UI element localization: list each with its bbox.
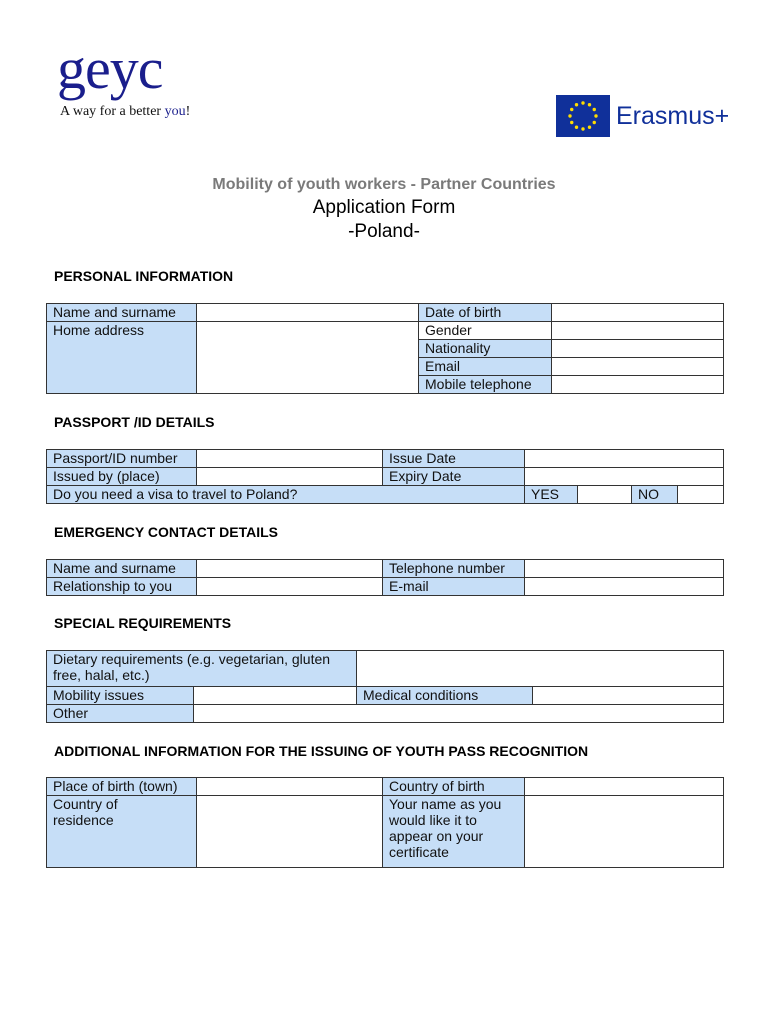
dietary-field[interactable]: [357, 651, 724, 687]
section-personal-heading: PERSONAL INFORMATION: [54, 268, 234, 284]
personal-mobile-label: Mobile telephone: [419, 376, 552, 394]
emergency-phone-field[interactable]: [525, 560, 724, 578]
geyc-tagline: A way for a better you!: [60, 104, 191, 119]
visa-question-label: Do you need a visa to travel to Poland?: [47, 486, 525, 504]
mobility-label: Mobility issues: [47, 687, 194, 705]
birth-country-field[interactable]: [525, 778, 724, 796]
residence-field[interactable]: [197, 796, 383, 868]
mobility-field[interactable]: [194, 687, 357, 705]
youthpass-table: [46, 777, 724, 868]
form-heading: [0, 175, 768, 244]
passport-number-field[interactable]: [197, 450, 383, 468]
erasmus-logo: [556, 95, 729, 137]
birth-country-label: Country of birth: [383, 778, 525, 796]
form-country: -Poland-: [348, 221, 420, 242]
personal-nationality-label: Nationality: [419, 340, 552, 358]
emergency-name-field[interactable]: [197, 560, 383, 578]
personal-email-field[interactable]: [552, 358, 724, 376]
eu-star-icon: [570, 108, 573, 111]
section-emergency-heading: EMERGENCY CONTACT DETAILS: [54, 524, 279, 540]
birthplace-label: Place of birth (town): [47, 778, 197, 796]
eu-star-icon: [581, 101, 584, 104]
passport-number-label: Passport/ID number: [47, 450, 197, 468]
personal-address-field[interactable]: [197, 322, 419, 394]
personal-gender-field[interactable]: [552, 322, 724, 340]
section-passport-heading: PASSPORT /ID DETAILS: [54, 414, 215, 430]
passport-expiry-label: Expiry Date: [383, 468, 525, 486]
special-requirements-table: [46, 650, 724, 723]
passport-issue-date-field[interactable]: [525, 450, 724, 468]
passport-issue-date-label: Issue Date: [383, 450, 525, 468]
passport-issued-by-field[interactable]: [197, 468, 383, 486]
personal-name-label: Name and surname: [47, 304, 197, 322]
birthplace-field[interactable]: [197, 778, 383, 796]
visa-yes-field[interactable]: [578, 486, 632, 504]
eu-star-icon: [593, 121, 596, 124]
section-special-heading: SPECIAL REQUIREMENTS: [54, 615, 232, 631]
dietary-label: Dietary requirements (e.g. vegetarian, gluten free, halal, etc.): [47, 651, 357, 687]
form-title: Application Form: [312, 197, 456, 218]
emergency-name-label: Name and surname: [47, 560, 197, 578]
personal-mobile-field[interactable]: [552, 376, 724, 394]
personal-address-label: Home address: [47, 322, 197, 394]
emergency-table: [46, 559, 724, 596]
medical-label: Medical conditions: [357, 687, 533, 705]
eu-star-icon: [581, 127, 584, 130]
personal-gender-label: Gender: [419, 322, 552, 340]
personal-nationality-field[interactable]: [552, 340, 724, 358]
passport-issued-by-label: Issued by (place): [47, 468, 197, 486]
emergency-email-field[interactable]: [525, 578, 724, 596]
eu-star-icon: [593, 108, 596, 111]
erasmus-label: Erasmus+: [616, 101, 730, 130]
eu-star-icon: [575, 126, 578, 129]
geyc-logo: [57, 36, 191, 120]
other-label: Other: [47, 705, 194, 723]
eu-star-icon: [570, 121, 573, 124]
visa-no-label: NO: [632, 486, 678, 504]
eu-star-icon: [588, 126, 591, 129]
form-subtitle: Mobility of youth workers - Partner Countries: [212, 176, 556, 193]
personal-name-field[interactable]: [197, 304, 419, 322]
emergency-relationship-field[interactable]: [197, 578, 383, 596]
certificate-name-field[interactable]: [525, 796, 724, 868]
residence-label: Country of residence: [47, 796, 197, 868]
visa-yes-label: YES: [525, 486, 578, 504]
visa-no-field[interactable]: [678, 486, 724, 504]
medical-field[interactable]: [533, 687, 724, 705]
eu-flag-icon: [556, 95, 610, 137]
personal-dob-label: Date of birth: [419, 304, 552, 322]
passport-expiry-field[interactable]: [525, 468, 724, 486]
personal-info-table: [46, 303, 724, 394]
personal-email-label: Email: [419, 358, 552, 376]
eu-star-icon: [568, 114, 571, 117]
emergency-phone-label: Telephone number: [383, 560, 525, 578]
passport-table: [46, 449, 724, 504]
emergency-relationship-label: Relationship to you: [47, 578, 197, 596]
eu-star-icon: [575, 103, 578, 106]
section-additional-heading: ADDITIONAL INFORMATION FOR THE ISSUING OF YOUTH PASS RECOGNITION: [54, 743, 589, 759]
emergency-email-label: E-mail: [383, 578, 525, 596]
other-field[interactable]: [194, 705, 724, 723]
geyc-logo-text: geyc: [57, 36, 163, 101]
personal-dob-field[interactable]: [552, 304, 724, 322]
certificate-name-label: Your name as you would like it to appear on your certificate: [383, 796, 525, 868]
eu-star-icon: [588, 103, 591, 106]
eu-star-icon: [594, 114, 597, 117]
